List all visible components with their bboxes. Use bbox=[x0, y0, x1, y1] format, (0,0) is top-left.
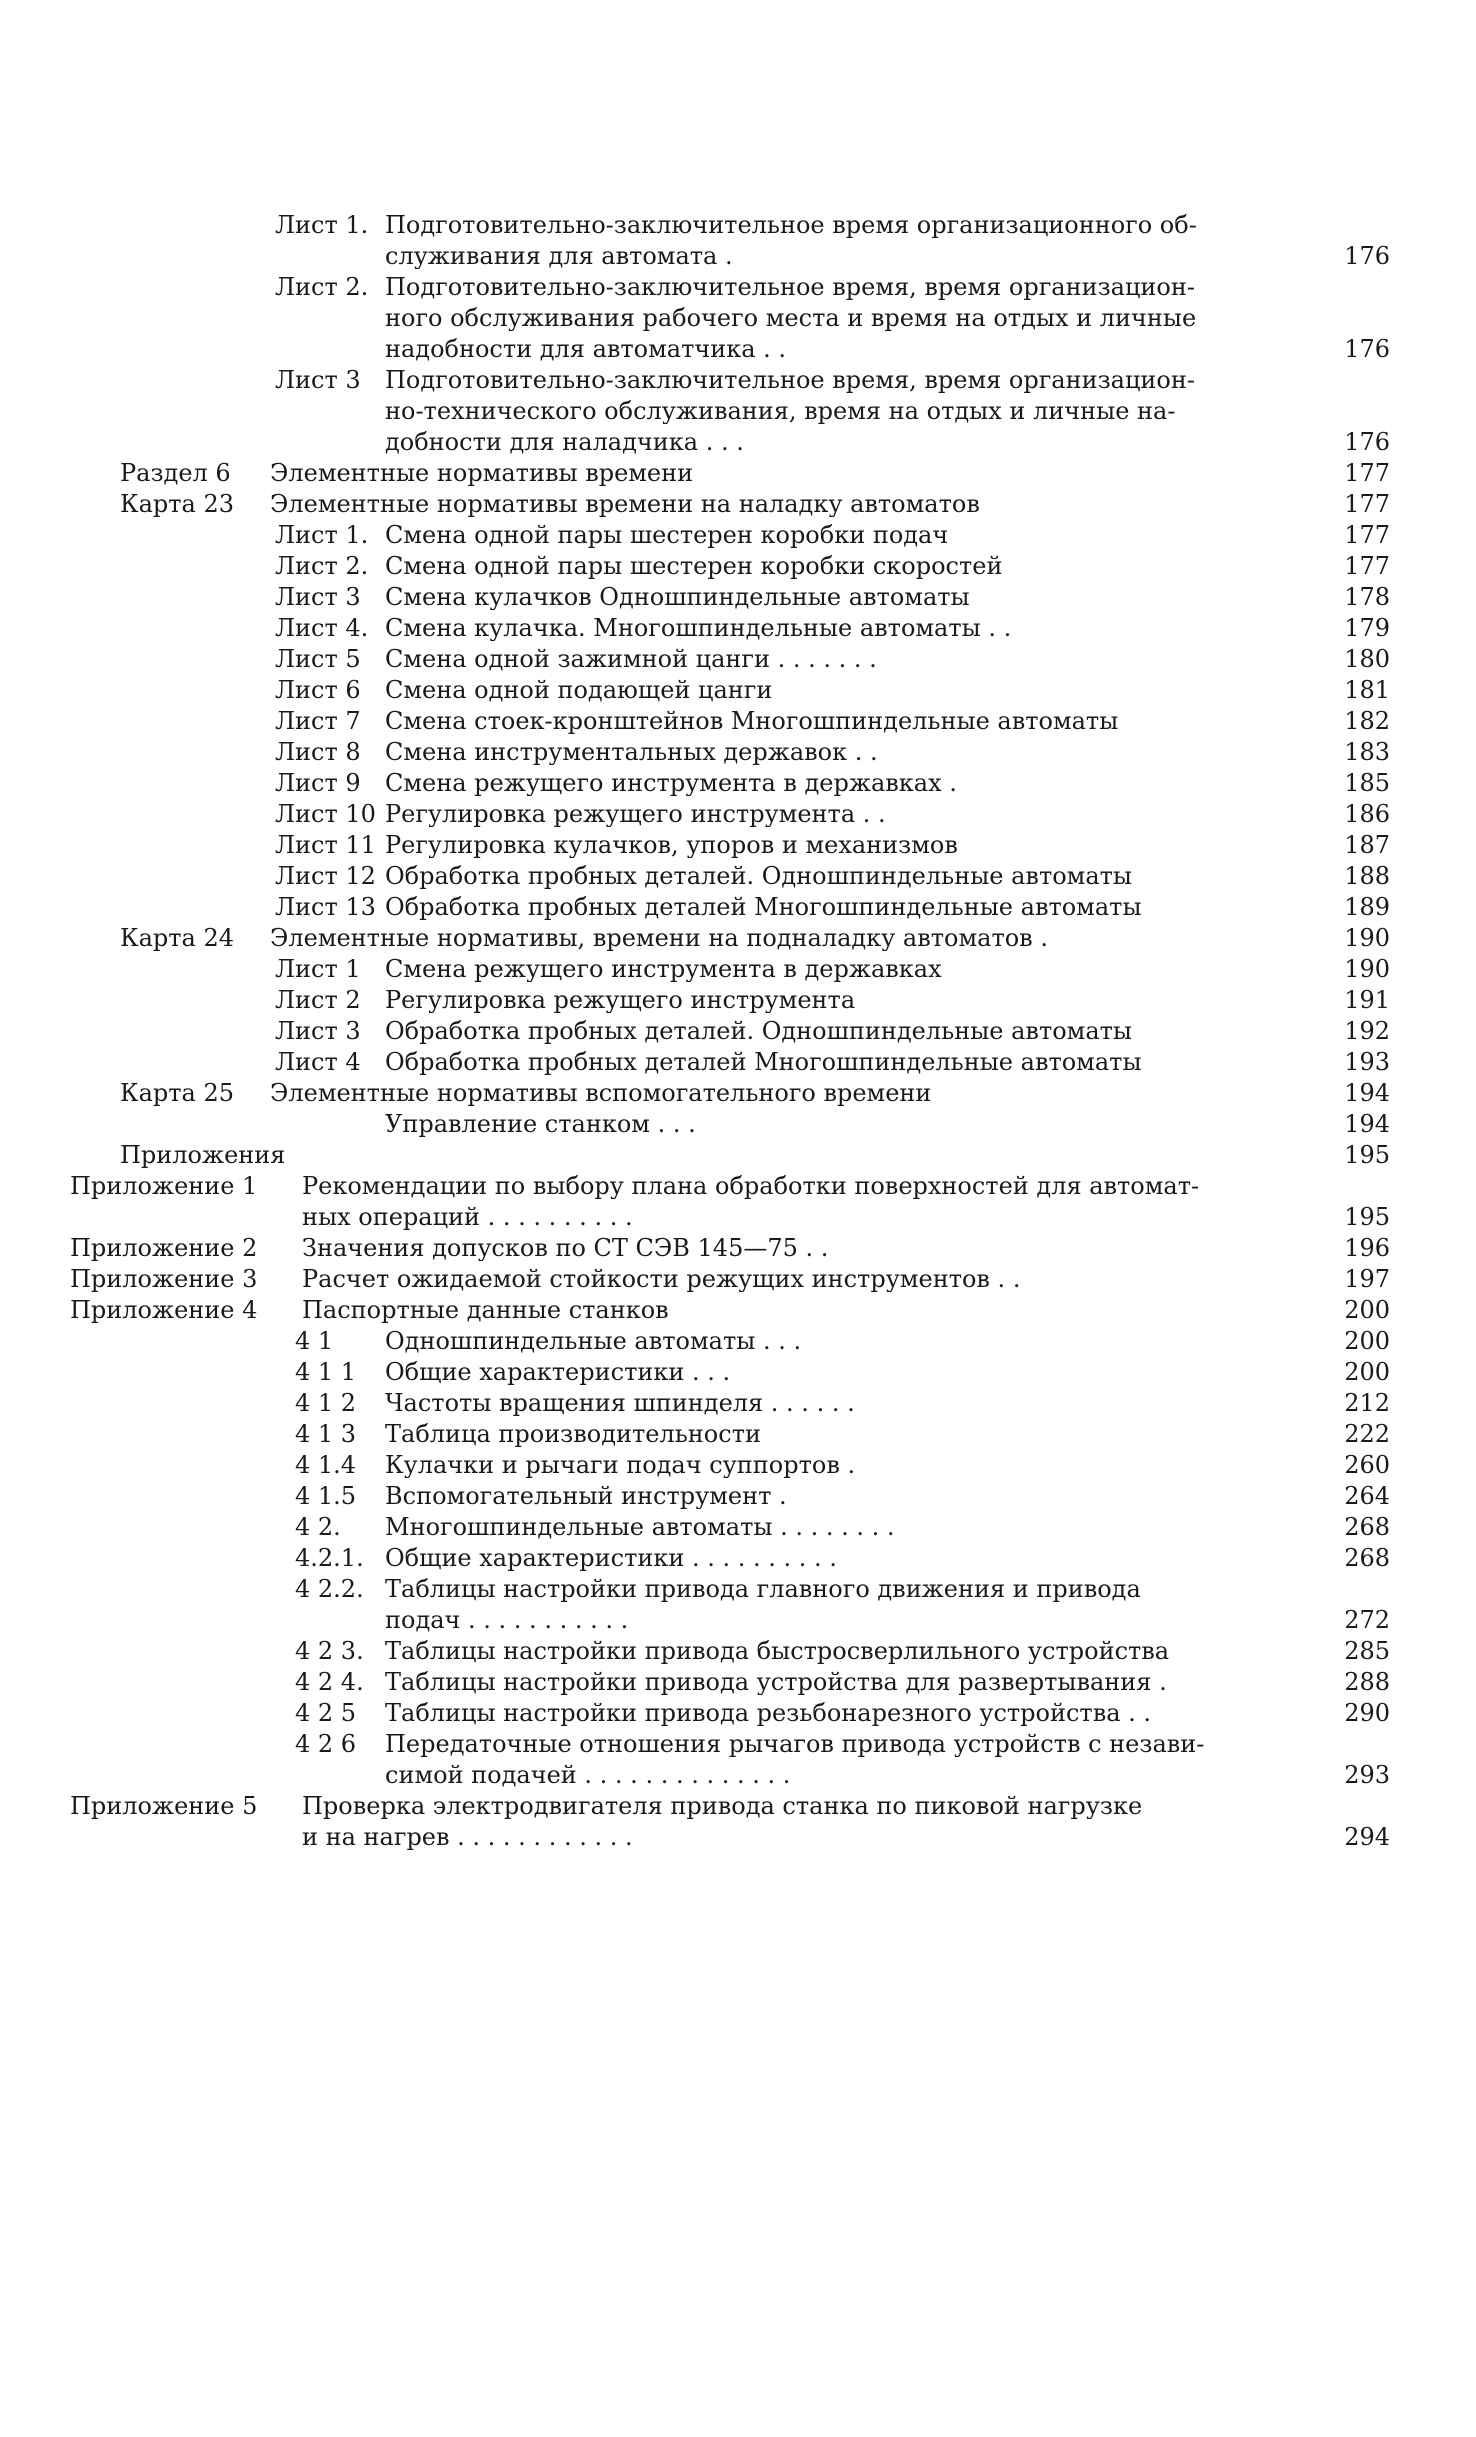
toc-entry bbox=[70, 863, 1390, 894]
toc-entry-page: 193 bbox=[1344, 1048, 1390, 1076]
toc-entry-title: Расчет ожидаемой стойкости режущих инструментов . . bbox=[302, 1266, 1021, 1292]
toc-entry-label: Лист 5 bbox=[275, 645, 361, 673]
toc-entry-label: Приложение 3 bbox=[70, 1265, 258, 1293]
toc-entry-title: Подготовительно-заключительное время, время организацион- bbox=[385, 367, 1195, 393]
toc-entry-page: 178 bbox=[1344, 583, 1390, 611]
toc-entry-title: Смена одной подающей цанги bbox=[385, 677, 773, 703]
toc-entry bbox=[70, 1421, 1390, 1452]
toc-entry bbox=[70, 584, 1390, 615]
toc-entry bbox=[70, 1266, 1390, 1297]
toc-entry-title: Общие характеристики . . . . . . . . . . bbox=[385, 1545, 837, 1571]
toc-entry-title: Регулировка кулачков, упоров и механизмов bbox=[385, 832, 958, 858]
toc-entry-label: Раздел 6 bbox=[120, 459, 231, 487]
toc-entry-page: 176 bbox=[1344, 428, 1390, 456]
toc-entry-title: Передаточные отношения рычагов привода устройств с незави- bbox=[385, 1731, 1205, 1757]
toc-entry-page: 212 bbox=[1344, 1389, 1390, 1417]
toc-entry-page: 192 bbox=[1344, 1017, 1390, 1045]
toc-entry-title: Смена кулачков Одношпиндельные автоматы bbox=[385, 584, 970, 610]
toc-entry-title: служивания для автомата . bbox=[385, 243, 733, 269]
toc-entry-page: 177 bbox=[1344, 521, 1390, 549]
toc-entry bbox=[70, 1328, 1390, 1359]
toc-entry bbox=[70, 212, 1390, 243]
toc-entry-label: 4 1 3 bbox=[295, 1420, 357, 1448]
toc-entry-page: 183 bbox=[1344, 738, 1390, 766]
toc-entry-title: Паспортные данные станков bbox=[302, 1297, 669, 1323]
toc-entry-label: Лист 9 bbox=[275, 769, 361, 797]
toc-entry-label: Лист 8 bbox=[275, 738, 361, 766]
toc-entry-label: Приложение 4 bbox=[70, 1296, 258, 1324]
toc-entry-page: 186 bbox=[1344, 800, 1390, 828]
toc-entry bbox=[70, 677, 1390, 708]
toc-entry bbox=[70, 646, 1390, 677]
toc-entry bbox=[70, 1111, 1390, 1142]
toc-entry-title: Общие характеристики . . . bbox=[385, 1359, 731, 1385]
toc-entry-label: Приложение 5 bbox=[70, 1792, 258, 1820]
toc-entry-page: 177 bbox=[1344, 490, 1390, 518]
toc-entry-title: ных операций . . . . . . . . . . bbox=[302, 1204, 633, 1230]
toc-entry bbox=[70, 522, 1390, 553]
toc-entry bbox=[70, 305, 1390, 336]
toc-entry-title: Смена инструментальных державок . . bbox=[385, 739, 878, 765]
toc-entry-label: Приложения bbox=[120, 1141, 286, 1169]
toc-entry bbox=[70, 1762, 1390, 1793]
toc-entry-label: Лист 7 bbox=[275, 707, 361, 735]
toc-entry bbox=[70, 460, 1390, 491]
toc-entry-page: 290 bbox=[1344, 1699, 1390, 1727]
toc-entry bbox=[70, 1142, 1390, 1173]
toc-entry-page: 182 bbox=[1344, 707, 1390, 735]
toc-entry bbox=[70, 615, 1390, 646]
toc-entry-page: 188 bbox=[1344, 862, 1390, 890]
toc-entry bbox=[70, 1204, 1390, 1235]
toc-entry bbox=[70, 1173, 1390, 1204]
toc-entry-page: 196 bbox=[1344, 1234, 1390, 1262]
toc-entry-page: 264 bbox=[1344, 1482, 1390, 1510]
toc-entry-page: 190 bbox=[1344, 924, 1390, 952]
toc-entry-page: 195 bbox=[1344, 1141, 1390, 1169]
toc-entry-label: Лист 3 bbox=[275, 1017, 361, 1045]
toc-entry-title: Одношпиндельные автоматы . . . bbox=[385, 1328, 802, 1354]
toc-entry-page: 200 bbox=[1344, 1296, 1390, 1324]
toc-entry bbox=[70, 1049, 1390, 1080]
toc-entry-title: подач . . . . . . . . . . . bbox=[385, 1607, 629, 1633]
toc-entry-title: Смена режущего инструмента в державках . bbox=[385, 770, 957, 796]
toc-entry bbox=[70, 1576, 1390, 1607]
toc-entry-title: Значения допусков по СТ СЭВ 145—75 . . bbox=[302, 1235, 829, 1261]
toc-entry-label: Карта 25 bbox=[120, 1079, 234, 1107]
toc-entry bbox=[70, 1018, 1390, 1049]
toc-entry-label: 4 1 bbox=[295, 1327, 334, 1355]
toc-entry-title: симой подачей . . . . . . . . . . . . . . bbox=[385, 1762, 791, 1788]
toc-entry bbox=[70, 1359, 1390, 1390]
table-of-contents bbox=[70, 212, 1390, 1855]
toc-entry-title: Регулировка режущего инструмента bbox=[385, 987, 856, 1013]
toc-entry bbox=[70, 708, 1390, 739]
toc-entry-page: 293 bbox=[1344, 1761, 1390, 1789]
toc-entry-page: 288 bbox=[1344, 1668, 1390, 1696]
toc-entry-title: Таблицы настройки привода быстросверлильного устройства bbox=[385, 1638, 1170, 1664]
toc-entry-label: Лист 6 bbox=[275, 676, 361, 704]
toc-entry bbox=[70, 1297, 1390, 1328]
toc-entry-title: но-технического обслуживания, время на отдых и личные на- bbox=[385, 398, 1176, 424]
toc-entry bbox=[70, 801, 1390, 832]
toc-entry bbox=[70, 491, 1390, 522]
toc-entry-title: Обработка пробных деталей. Одношпиндельные автоматы bbox=[385, 1018, 1133, 1044]
toc-entry-title: Смена одной зажимной цанги . . . . . . . bbox=[385, 646, 877, 672]
toc-entry bbox=[70, 832, 1390, 863]
toc-entry-label: Лист 2 bbox=[275, 986, 361, 1014]
toc-entry-label: 4 2 4. bbox=[295, 1668, 364, 1696]
toc-entry-label: 4 2. bbox=[295, 1513, 341, 1541]
toc-entry-title: Кулачки и рычаги подач суппортов . bbox=[385, 1452, 856, 1478]
toc-entry-label: Лист 4 bbox=[275, 1048, 361, 1076]
toc-entry-page: 268 bbox=[1344, 1544, 1390, 1572]
toc-entry bbox=[70, 956, 1390, 987]
toc-entry-page: 177 bbox=[1344, 459, 1390, 487]
toc-entry bbox=[70, 398, 1390, 429]
toc-entry-title: Обработка пробных деталей Многошпиндельные автоматы bbox=[385, 894, 1142, 920]
toc-entry-label: 4 2 5 bbox=[295, 1699, 357, 1727]
toc-entry bbox=[70, 429, 1390, 460]
toc-entry-title: и на нагрев . . . . . . . . . . . . bbox=[302, 1824, 633, 1850]
toc-entry bbox=[70, 1793, 1390, 1824]
toc-entry-title: Обработка пробных деталей. Одношпиндельные автоматы bbox=[385, 863, 1133, 889]
toc-entry bbox=[70, 274, 1390, 305]
toc-entry-page: 179 bbox=[1344, 614, 1390, 642]
toc-entry bbox=[70, 1669, 1390, 1700]
toc-entry-label: 4 2 3. bbox=[295, 1637, 364, 1665]
toc-entry-page: 222 bbox=[1344, 1420, 1390, 1448]
toc-entry-page: 176 bbox=[1344, 335, 1390, 363]
toc-entry-label: 4 1 2 bbox=[295, 1389, 357, 1417]
toc-entry-page: 195 bbox=[1344, 1203, 1390, 1231]
toc-entry bbox=[70, 553, 1390, 584]
toc-entry bbox=[70, 1731, 1390, 1762]
toc-entry-title: Управление станком . . . bbox=[385, 1111, 696, 1137]
toc-entry-label: Лист 2. bbox=[275, 552, 369, 580]
toc-entry-title: добности для наладчика . . . bbox=[385, 429, 744, 455]
toc-entry-label: Приложение 1 bbox=[70, 1172, 258, 1200]
toc-entry-title: Многошпиндельные автоматы . . . . . . . . bbox=[385, 1514, 895, 1540]
toc-entry-title: Смена одной пары шестерен коробки скоростей bbox=[385, 553, 1003, 579]
toc-entry-title: Смена одной пары шестерен коробки подач bbox=[385, 522, 949, 548]
toc-entry-label: Лист 4. bbox=[275, 614, 369, 642]
toc-entry-page: 176 bbox=[1344, 242, 1390, 270]
toc-entry-page: 194 bbox=[1344, 1079, 1390, 1107]
toc-entry bbox=[70, 987, 1390, 1018]
toc-entry-label: 4 1.4 bbox=[295, 1451, 357, 1479]
toc-entry-page: 185 bbox=[1344, 769, 1390, 797]
toc-entry bbox=[70, 1545, 1390, 1576]
toc-entry bbox=[70, 770, 1390, 801]
toc-entry-label: Приложение 2 bbox=[70, 1234, 258, 1262]
toc-entry-label: 4 1 1 bbox=[295, 1358, 357, 1386]
toc-entry-page: 190 bbox=[1344, 955, 1390, 983]
toc-entry-page: 177 bbox=[1344, 552, 1390, 580]
toc-entry-title: Элементные нормативы вспомогательного времени bbox=[270, 1080, 932, 1106]
toc-entry bbox=[70, 1700, 1390, 1731]
toc-entry-page: 200 bbox=[1344, 1327, 1390, 1355]
toc-entry-page: 272 bbox=[1344, 1606, 1390, 1634]
toc-entry bbox=[70, 1235, 1390, 1266]
toc-entry-page: 180 bbox=[1344, 645, 1390, 673]
toc-entry-title: Проверка электродвигателя привода станка по пиковой нагрузке bbox=[302, 1793, 1143, 1819]
toc-entry bbox=[70, 1483, 1390, 1514]
toc-entry-label: Лист 3 bbox=[275, 583, 361, 611]
toc-entry-title: Таблицы настройки привода главного движения и привода bbox=[385, 1576, 1141, 1602]
toc-entry-title: Подготовительно-заключительное время, время организацион- bbox=[385, 274, 1195, 300]
toc-entry-page: 191 bbox=[1344, 986, 1390, 1014]
toc-entry-page: 189 bbox=[1344, 893, 1390, 921]
toc-entry-page: 200 bbox=[1344, 1358, 1390, 1386]
toc-entry-label: Карта 24 bbox=[120, 924, 234, 952]
toc-entry bbox=[70, 1080, 1390, 1111]
toc-entry bbox=[70, 894, 1390, 925]
toc-entry-page: 268 bbox=[1344, 1513, 1390, 1541]
toc-entry-title: Элементные нормативы времени bbox=[270, 460, 694, 486]
toc-entry bbox=[70, 1824, 1390, 1855]
toc-entry-page: 260 bbox=[1344, 1451, 1390, 1479]
toc-entry-title: Обработка пробных деталей Многошпиндельные автоматы bbox=[385, 1049, 1142, 1075]
toc-entry-title: Элементные нормативы времени на наладку автоматов bbox=[270, 491, 980, 517]
toc-entry-page: 197 bbox=[1344, 1265, 1390, 1293]
toc-entry bbox=[70, 925, 1390, 956]
toc-entry-label: 4 1.5 bbox=[295, 1482, 357, 1510]
toc-entry-title: Рекомендации по выбору плана обработки поверхностей для автомат- bbox=[302, 1173, 1200, 1199]
toc-entry-title: Элементные нормативы, времени на подналадку автоматов . bbox=[270, 925, 1048, 951]
toc-entry-label: 4.2.1. bbox=[295, 1544, 364, 1572]
toc-entry bbox=[70, 336, 1390, 367]
toc-entry-page: 181 bbox=[1344, 676, 1390, 704]
toc-entry-page: 285 bbox=[1344, 1637, 1390, 1665]
toc-entry bbox=[70, 1452, 1390, 1483]
toc-entry bbox=[70, 367, 1390, 398]
toc-entry-title: Таблицы настройки привода резьбонарезного устройства . . bbox=[385, 1700, 1152, 1726]
toc-entry-title: Таблицы настройки привода устройства для развертывания . bbox=[385, 1669, 1167, 1695]
toc-entry-page: 194 bbox=[1344, 1110, 1390, 1138]
toc-entry-title: Подготовительно-заключительное время организационного об- bbox=[385, 212, 1197, 238]
toc-entry-label: Лист 2. bbox=[275, 273, 369, 301]
toc-entry-page: 294 bbox=[1344, 1823, 1390, 1851]
toc-entry-label: Лист 1 bbox=[275, 955, 361, 983]
toc-entry-title: Частоты вращения шпинделя . . . . . . bbox=[385, 1390, 855, 1416]
toc-entry-title: Смена стоек-кронштейнов Многошпиндельные автоматы bbox=[385, 708, 1119, 734]
toc-entry-label: Лист 3 bbox=[275, 366, 361, 394]
toc-entry-title: Смена режущего инструмента в державках bbox=[385, 956, 942, 982]
toc-entry-label: Лист 1. bbox=[275, 521, 369, 549]
toc-entry bbox=[70, 1390, 1390, 1421]
toc-entry-label: 4 2 6 bbox=[295, 1730, 357, 1758]
toc-entry bbox=[70, 1514, 1390, 1545]
toc-entry-title: ного обслуживания рабочего места и время на отдых и личные bbox=[385, 305, 1197, 331]
toc-entry-label: 4 2.2. bbox=[295, 1575, 364, 1603]
toc-entry-label: Лист 11 bbox=[275, 831, 376, 859]
toc-entry-label: Лист 13 bbox=[275, 893, 376, 921]
toc-entry-title: Вспомогательный инструмент . bbox=[385, 1483, 787, 1509]
toc-entry bbox=[70, 243, 1390, 274]
toc-entry bbox=[70, 1638, 1390, 1669]
toc-entry-label: Лист 1. bbox=[275, 211, 369, 239]
toc-entry-label: Лист 10 bbox=[275, 800, 376, 828]
toc-entry-title: Регулировка режущего инструмента . . bbox=[385, 801, 886, 827]
toc-entry-title: надобности для автоматчика . . bbox=[385, 336, 787, 362]
toc-entry-title: Смена кулачка. Многошпиндельные автоматы . . bbox=[385, 615, 1012, 641]
toc-entry-label: Карта 23 bbox=[120, 490, 234, 518]
toc-entry-label: Лист 12 bbox=[275, 862, 376, 890]
toc-entry-page: 187 bbox=[1344, 831, 1390, 859]
toc-entry bbox=[70, 739, 1390, 770]
toc-entry bbox=[70, 1607, 1390, 1638]
toc-entry-title: Таблица производительности bbox=[385, 1421, 761, 1447]
